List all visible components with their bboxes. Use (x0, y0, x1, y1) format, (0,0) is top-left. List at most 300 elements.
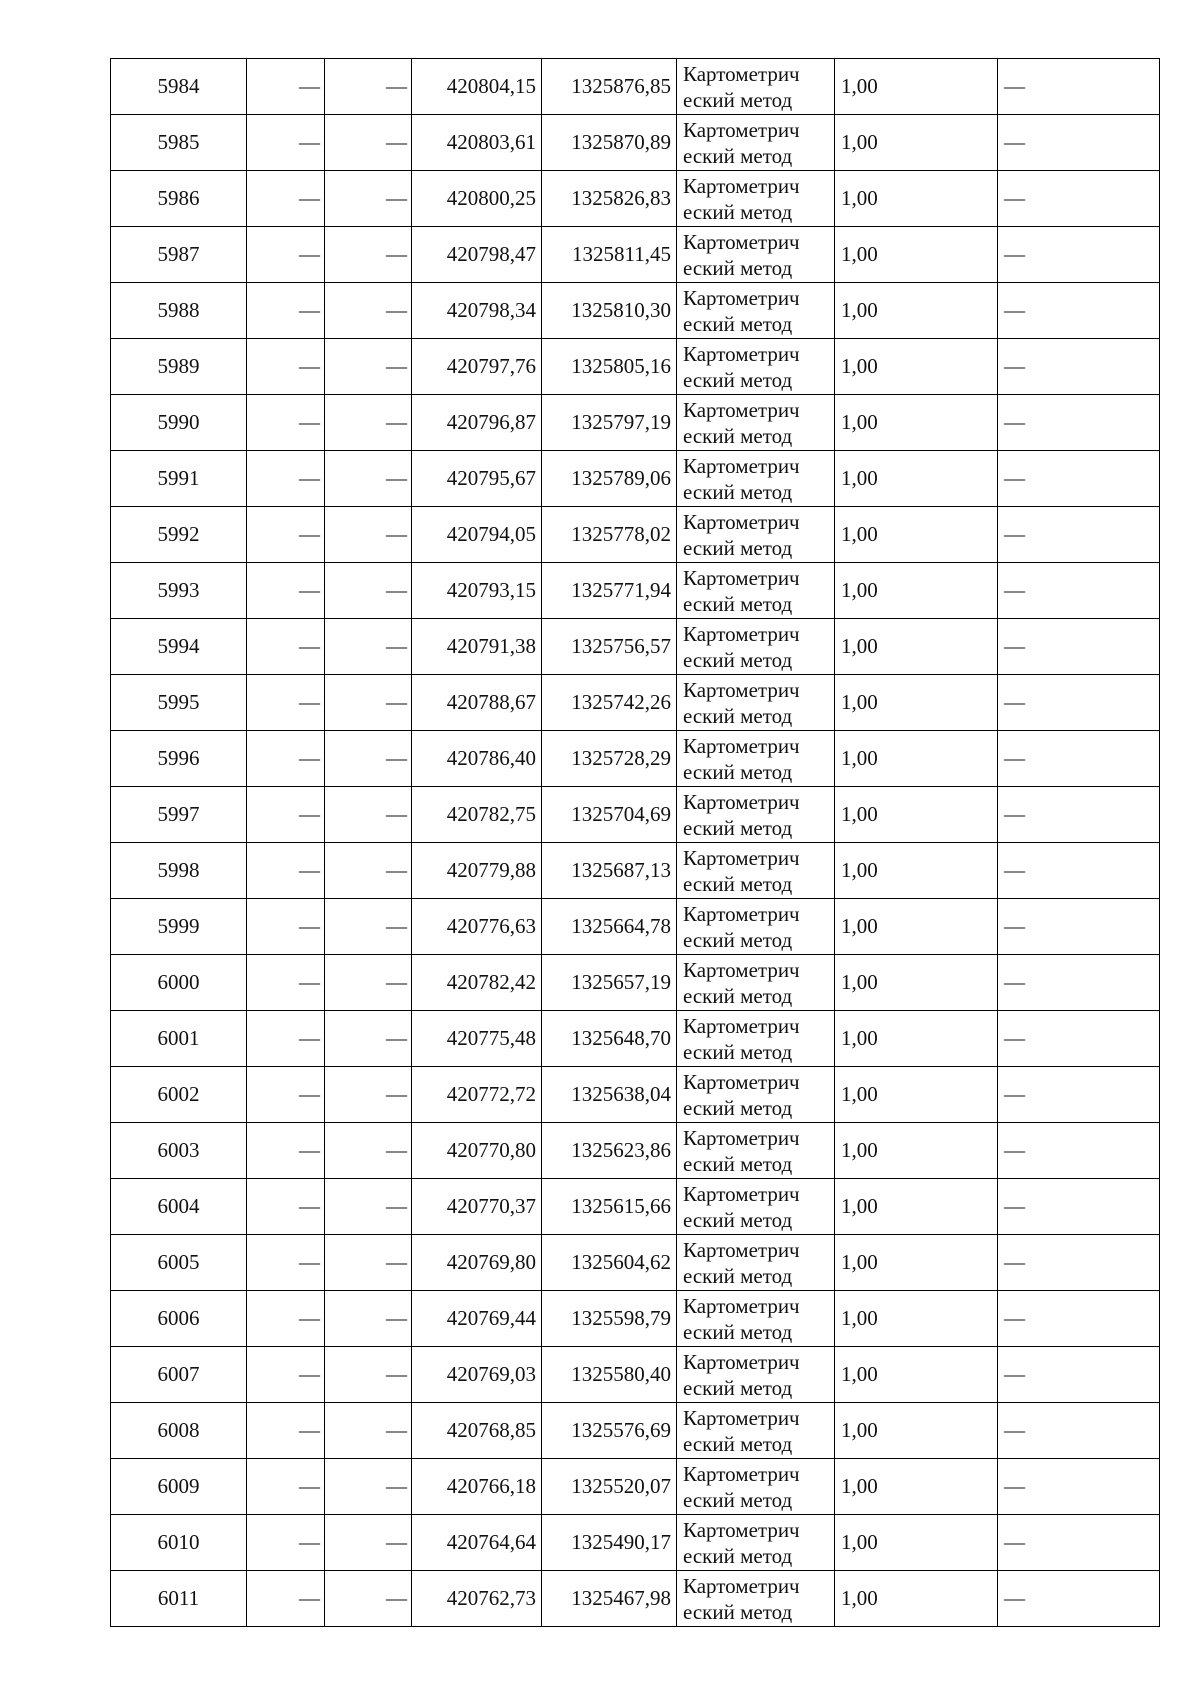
description-cell: — (998, 507, 1160, 563)
empty-x-cell: — (247, 1515, 325, 1571)
table-row (111, 1291, 1160, 1347)
y-coordinate-cell: 1325615,66 (542, 1179, 677, 1235)
empty-x-cell: — (247, 1403, 325, 1459)
x-coordinate-cell: 420794,05 (412, 507, 542, 563)
method-line-1: Картометрич (683, 1013, 800, 1038)
empty-y-cell: — (325, 899, 412, 955)
method-line-1: Картометрич (683, 1181, 800, 1206)
y-coordinate-cell: 1325648,70 (542, 1011, 677, 1067)
empty-x-cell: — (247, 619, 325, 675)
table-row (111, 731, 1160, 787)
description-cell: — (998, 171, 1160, 227)
y-coordinate-cell: 1325870,89 (542, 115, 677, 171)
method-cell (677, 1403, 835, 1459)
empty-y-cell: — (325, 171, 412, 227)
method-line-2: еский метод (683, 1543, 793, 1568)
method-line-2: еский метод (683, 1263, 793, 1288)
method-line-2: еский метод (683, 423, 793, 448)
table-row (111, 451, 1160, 507)
method-line-1: Картометрич (683, 565, 800, 590)
empty-x-cell: — (247, 1179, 325, 1235)
accuracy-cell: 1,00 (835, 227, 998, 283)
method-cell (677, 1459, 835, 1515)
method-line-2: еский метод (683, 1319, 793, 1344)
method-line-1: Картометрич (683, 677, 800, 702)
table-row (111, 115, 1160, 171)
empty-x-cell: — (247, 451, 325, 507)
empty-x-cell: — (247, 899, 325, 955)
empty-y-cell: — (325, 451, 412, 507)
description-cell: — (998, 1235, 1160, 1291)
x-coordinate-cell: 420772,72 (412, 1067, 542, 1123)
description-cell: — (998, 955, 1160, 1011)
method-line-2: еский метод (683, 983, 793, 1008)
method-line-1: Картометрич (683, 61, 800, 86)
table-row (111, 1123, 1160, 1179)
method-line-2: еский метод (683, 1375, 793, 1400)
table-row (111, 283, 1160, 339)
x-coordinate-cell: 420769,80 (412, 1235, 542, 1291)
description-cell: — (998, 843, 1160, 899)
point-number-cell: 5996 (111, 731, 247, 787)
empty-y-cell: — (325, 1347, 412, 1403)
method-line-2: еский метод (683, 311, 793, 336)
accuracy-cell: 1,00 (835, 59, 998, 115)
method-line-2: еский метод (683, 1487, 793, 1512)
empty-y-cell: — (325, 843, 412, 899)
empty-x-cell: — (247, 675, 325, 731)
description-cell: — (998, 675, 1160, 731)
method-line-2: еский метод (683, 1431, 793, 1456)
empty-x-cell: — (247, 507, 325, 563)
method-cell (677, 283, 835, 339)
y-coordinate-cell: 1325467,98 (542, 1571, 677, 1627)
method-line-1: Картометрич (683, 1517, 800, 1542)
x-coordinate-cell: 420800,25 (412, 171, 542, 227)
table-row (111, 843, 1160, 899)
method-line-2: еский метод (683, 87, 793, 112)
x-coordinate-cell: 420764,64 (412, 1515, 542, 1571)
accuracy-cell: 1,00 (835, 1067, 998, 1123)
empty-y-cell: — (325, 339, 412, 395)
empty-y-cell: — (325, 395, 412, 451)
accuracy-cell: 1,00 (835, 1011, 998, 1067)
table-row (111, 1179, 1160, 1235)
table-row (111, 1515, 1160, 1571)
point-number-cell: 6004 (111, 1179, 247, 1235)
accuracy-cell: 1,00 (835, 731, 998, 787)
method-line-2: еский метод (683, 815, 793, 840)
table-row (111, 171, 1160, 227)
method-line-2: еский метод (683, 1095, 793, 1120)
empty-x-cell: — (247, 1347, 325, 1403)
method-line-2: еский метод (683, 647, 793, 672)
description-cell: — (998, 1459, 1160, 1515)
table-row (111, 1011, 1160, 1067)
table-row (111, 1459, 1160, 1515)
x-coordinate-cell: 420782,42 (412, 955, 542, 1011)
empty-x-cell: — (247, 1291, 325, 1347)
empty-x-cell: — (247, 283, 325, 339)
table-row (111, 563, 1160, 619)
point-number-cell: 6006 (111, 1291, 247, 1347)
point-number-cell: 6011 (111, 1571, 247, 1627)
accuracy-cell: 1,00 (835, 1459, 998, 1515)
y-coordinate-cell: 1325604,62 (542, 1235, 677, 1291)
empty-y-cell: — (325, 1179, 412, 1235)
method-line-2: еский метод (683, 871, 793, 896)
empty-y-cell: — (325, 675, 412, 731)
point-number-cell: 5991 (111, 451, 247, 507)
method-line-1: Картометрич (683, 229, 800, 254)
method-line-2: еский метод (683, 1599, 793, 1624)
description-cell: — (998, 1067, 1160, 1123)
method-line-1: Картометрич (683, 1349, 800, 1374)
x-coordinate-cell: 420769,03 (412, 1347, 542, 1403)
method-cell (677, 899, 835, 955)
point-number-cell: 6007 (111, 1347, 247, 1403)
empty-x-cell: — (247, 1235, 325, 1291)
coordinates-table (110, 58, 1160, 1627)
empty-y-cell: — (325, 787, 412, 843)
method-cell (677, 563, 835, 619)
method-cell (677, 1011, 835, 1067)
method-line-1: Картометрич (683, 397, 800, 422)
method-cell (677, 619, 835, 675)
empty-x-cell: — (247, 339, 325, 395)
method-cell (677, 339, 835, 395)
x-coordinate-cell: 420798,34 (412, 283, 542, 339)
table-row (111, 227, 1160, 283)
table-row (111, 619, 1160, 675)
point-number-cell: 6005 (111, 1235, 247, 1291)
accuracy-cell: 1,00 (835, 1291, 998, 1347)
point-number-cell: 5986 (111, 171, 247, 227)
table-row (111, 955, 1160, 1011)
description-cell: — (998, 899, 1160, 955)
method-line-1: Картометрич (683, 845, 800, 870)
table-row (111, 1067, 1160, 1123)
description-cell: — (998, 1347, 1160, 1403)
empty-x-cell: — (247, 1123, 325, 1179)
empty-y-cell: — (325, 1515, 412, 1571)
point-number-cell: 5995 (111, 675, 247, 731)
empty-y-cell: — (325, 1067, 412, 1123)
table-row (111, 899, 1160, 955)
method-cell (677, 787, 835, 843)
table-row (111, 339, 1160, 395)
x-coordinate-cell: 420804,15 (412, 59, 542, 115)
x-coordinate-cell: 420770,80 (412, 1123, 542, 1179)
accuracy-cell: 1,00 (835, 1123, 998, 1179)
description-cell: — (998, 1571, 1160, 1627)
empty-y-cell: — (325, 1459, 412, 1515)
description-cell: — (998, 1291, 1160, 1347)
description-cell: — (998, 59, 1160, 115)
point-number-cell: 5992 (111, 507, 247, 563)
method-cell (677, 1291, 835, 1347)
method-line-1: Картометрич (683, 1461, 800, 1486)
empty-x-cell: — (247, 563, 325, 619)
method-line-1: Картометрич (683, 1237, 800, 1262)
method-line-2: еский метод (683, 927, 793, 952)
method-line-1: Картометрич (683, 957, 800, 982)
point-number-cell: 6008 (111, 1403, 247, 1459)
empty-x-cell: — (247, 227, 325, 283)
y-coordinate-cell: 1325742,26 (542, 675, 677, 731)
y-coordinate-cell: 1325811,45 (542, 227, 677, 283)
table-row (111, 507, 1160, 563)
method-cell (677, 451, 835, 507)
x-coordinate-cell: 420791,38 (412, 619, 542, 675)
description-cell: — (998, 451, 1160, 507)
accuracy-cell: 1,00 (835, 507, 998, 563)
point-number-cell: 5985 (111, 115, 247, 171)
description-cell: — (998, 227, 1160, 283)
accuracy-cell: 1,00 (835, 339, 998, 395)
empty-x-cell: — (247, 59, 325, 115)
y-coordinate-cell: 1325771,94 (542, 563, 677, 619)
empty-y-cell: — (325, 1235, 412, 1291)
method-line-1: Картометрич (683, 1573, 800, 1598)
y-coordinate-cell: 1325598,79 (542, 1291, 677, 1347)
accuracy-cell: 1,00 (835, 1571, 998, 1627)
empty-y-cell: — (325, 1011, 412, 1067)
empty-x-cell: — (247, 115, 325, 171)
empty-x-cell: — (247, 1459, 325, 1515)
accuracy-cell: 1,00 (835, 563, 998, 619)
y-coordinate-cell: 1325576,69 (542, 1403, 677, 1459)
table-row (111, 1571, 1160, 1627)
y-coordinate-cell: 1325756,57 (542, 619, 677, 675)
empty-x-cell: — (247, 843, 325, 899)
empty-x-cell: — (247, 955, 325, 1011)
y-coordinate-cell: 1325638,04 (542, 1067, 677, 1123)
description-cell: — (998, 339, 1160, 395)
method-cell (677, 227, 835, 283)
method-line-1: Картометрич (683, 789, 800, 814)
y-coordinate-cell: 1325490,17 (542, 1515, 677, 1571)
point-number-cell: 5984 (111, 59, 247, 115)
method-line-2: еский метод (683, 143, 793, 168)
method-cell (677, 1067, 835, 1123)
x-coordinate-cell: 420775,48 (412, 1011, 542, 1067)
method-line-1: Картометрич (683, 341, 800, 366)
empty-y-cell: — (325, 507, 412, 563)
method-cell (677, 1235, 835, 1291)
x-coordinate-cell: 420803,61 (412, 115, 542, 171)
point-number-cell: 6001 (111, 1011, 247, 1067)
x-coordinate-cell: 420798,47 (412, 227, 542, 283)
description-cell: — (998, 115, 1160, 171)
x-coordinate-cell: 420795,67 (412, 451, 542, 507)
empty-y-cell: — (325, 283, 412, 339)
y-coordinate-cell: 1325657,19 (542, 955, 677, 1011)
method-line-2: еский метод (683, 759, 793, 784)
description-cell: — (998, 1515, 1160, 1571)
point-number-cell: 5993 (111, 563, 247, 619)
description-cell: — (998, 787, 1160, 843)
empty-x-cell: — (247, 395, 325, 451)
accuracy-cell: 1,00 (835, 395, 998, 451)
method-cell (677, 59, 835, 115)
y-coordinate-cell: 1325826,83 (542, 171, 677, 227)
accuracy-cell: 1,00 (835, 115, 998, 171)
x-coordinate-cell: 420796,87 (412, 395, 542, 451)
y-coordinate-cell: 1325778,02 (542, 507, 677, 563)
point-number-cell: 5998 (111, 843, 247, 899)
method-line-2: еский метод (683, 479, 793, 504)
point-number-cell: 5987 (111, 227, 247, 283)
empty-y-cell: — (325, 563, 412, 619)
description-cell: — (998, 1179, 1160, 1235)
method-cell (677, 731, 835, 787)
accuracy-cell: 1,00 (835, 675, 998, 731)
description-cell: — (998, 1403, 1160, 1459)
x-coordinate-cell: 420762,73 (412, 1571, 542, 1627)
point-number-cell: 5997 (111, 787, 247, 843)
accuracy-cell: 1,00 (835, 1347, 998, 1403)
method-line-1: Картометрич (683, 1293, 800, 1318)
empty-y-cell: — (325, 955, 412, 1011)
method-line-2: еский метод (683, 255, 793, 280)
method-cell (677, 171, 835, 227)
empty-x-cell: — (247, 1067, 325, 1123)
y-coordinate-cell: 1325797,19 (542, 395, 677, 451)
empty-y-cell: — (325, 59, 412, 115)
x-coordinate-cell: 420786,40 (412, 731, 542, 787)
method-line-2: еский метод (683, 1151, 793, 1176)
point-number-cell: 6002 (111, 1067, 247, 1123)
accuracy-cell: 1,00 (835, 1179, 998, 1235)
empty-y-cell: — (325, 1291, 412, 1347)
method-line-1: Картометрич (683, 117, 800, 142)
accuracy-cell: 1,00 (835, 899, 998, 955)
empty-y-cell: — (325, 227, 412, 283)
method-cell (677, 507, 835, 563)
table-body (111, 59, 1160, 1627)
table-row (111, 59, 1160, 115)
empty-x-cell: — (247, 787, 325, 843)
accuracy-cell: 1,00 (835, 843, 998, 899)
x-coordinate-cell: 420793,15 (412, 563, 542, 619)
method-line-2: еский метод (683, 1039, 793, 1064)
y-coordinate-cell: 1325704,69 (542, 787, 677, 843)
point-number-cell: 5990 (111, 395, 247, 451)
table-row (111, 1403, 1160, 1459)
method-cell (677, 115, 835, 171)
point-number-cell: 5988 (111, 283, 247, 339)
y-coordinate-cell: 1325520,07 (542, 1459, 677, 1515)
empty-y-cell: — (325, 619, 412, 675)
method-line-1: Картометрич (683, 1069, 800, 1094)
method-line-1: Картометрич (683, 509, 800, 534)
y-coordinate-cell: 1325664,78 (542, 899, 677, 955)
x-coordinate-cell: 420779,88 (412, 843, 542, 899)
empty-x-cell: — (247, 1011, 325, 1067)
method-cell (677, 395, 835, 451)
method-line-2: еский метод (683, 535, 793, 560)
accuracy-cell: 1,00 (835, 171, 998, 227)
y-coordinate-cell: 1325876,85 (542, 59, 677, 115)
method-cell (677, 1571, 835, 1627)
accuracy-cell: 1,00 (835, 619, 998, 675)
description-cell: — (998, 283, 1160, 339)
empty-y-cell: — (325, 1571, 412, 1627)
x-coordinate-cell: 420768,85 (412, 1403, 542, 1459)
accuracy-cell: 1,00 (835, 1403, 998, 1459)
x-coordinate-cell: 420788,67 (412, 675, 542, 731)
method-line-1: Картометрич (683, 733, 800, 758)
table-row (111, 1235, 1160, 1291)
table-row (111, 395, 1160, 451)
x-coordinate-cell: 420766,18 (412, 1459, 542, 1515)
x-coordinate-cell: 420770,37 (412, 1179, 542, 1235)
accuracy-cell: 1,00 (835, 451, 998, 507)
description-cell: — (998, 563, 1160, 619)
method-cell (677, 843, 835, 899)
description-cell: — (998, 619, 1160, 675)
method-line-2: еский метод (683, 1207, 793, 1232)
y-coordinate-cell: 1325623,86 (542, 1123, 677, 1179)
empty-x-cell: — (247, 171, 325, 227)
method-cell (677, 955, 835, 1011)
y-coordinate-cell: 1325687,13 (542, 843, 677, 899)
method-cell (677, 1179, 835, 1235)
point-number-cell: 5994 (111, 619, 247, 675)
method-cell (677, 1515, 835, 1571)
x-coordinate-cell: 420769,44 (412, 1291, 542, 1347)
method-line-1: Картометрич (683, 453, 800, 478)
method-line-2: еский метод (683, 591, 793, 616)
y-coordinate-cell: 1325805,16 (542, 339, 677, 395)
accuracy-cell: 1,00 (835, 1515, 998, 1571)
method-line-1: Картометрич (683, 173, 800, 198)
method-line-2: еский метод (683, 703, 793, 728)
method-line-1: Картометрич (683, 621, 800, 646)
description-cell: — (998, 731, 1160, 787)
table-row (111, 787, 1160, 843)
point-number-cell: 5999 (111, 899, 247, 955)
x-coordinate-cell: 420782,75 (412, 787, 542, 843)
description-cell: — (998, 1011, 1160, 1067)
empty-y-cell: — (325, 731, 412, 787)
empty-y-cell: — (325, 1123, 412, 1179)
method-line-1: Картометрич (683, 1405, 800, 1430)
table-row (111, 1347, 1160, 1403)
method-line-1: Картометрич (683, 1125, 800, 1150)
accuracy-cell: 1,00 (835, 787, 998, 843)
point-number-cell: 6010 (111, 1515, 247, 1571)
x-coordinate-cell: 420776,63 (412, 899, 542, 955)
point-number-cell: 6000 (111, 955, 247, 1011)
method-line-1: Картометрич (683, 285, 800, 310)
method-line-2: еский метод (683, 199, 793, 224)
empty-y-cell: — (325, 115, 412, 171)
description-cell: — (998, 1123, 1160, 1179)
empty-y-cell: — (325, 1403, 412, 1459)
point-number-cell: 6003 (111, 1123, 247, 1179)
x-coordinate-cell: 420797,76 (412, 339, 542, 395)
accuracy-cell: 1,00 (835, 1235, 998, 1291)
method-line-1: Картометрич (683, 901, 800, 926)
description-cell: — (998, 395, 1160, 451)
y-coordinate-cell: 1325789,06 (542, 451, 677, 507)
method-cell (677, 1347, 835, 1403)
empty-x-cell: — (247, 731, 325, 787)
accuracy-cell: 1,00 (835, 955, 998, 1011)
y-coordinate-cell: 1325728,29 (542, 731, 677, 787)
